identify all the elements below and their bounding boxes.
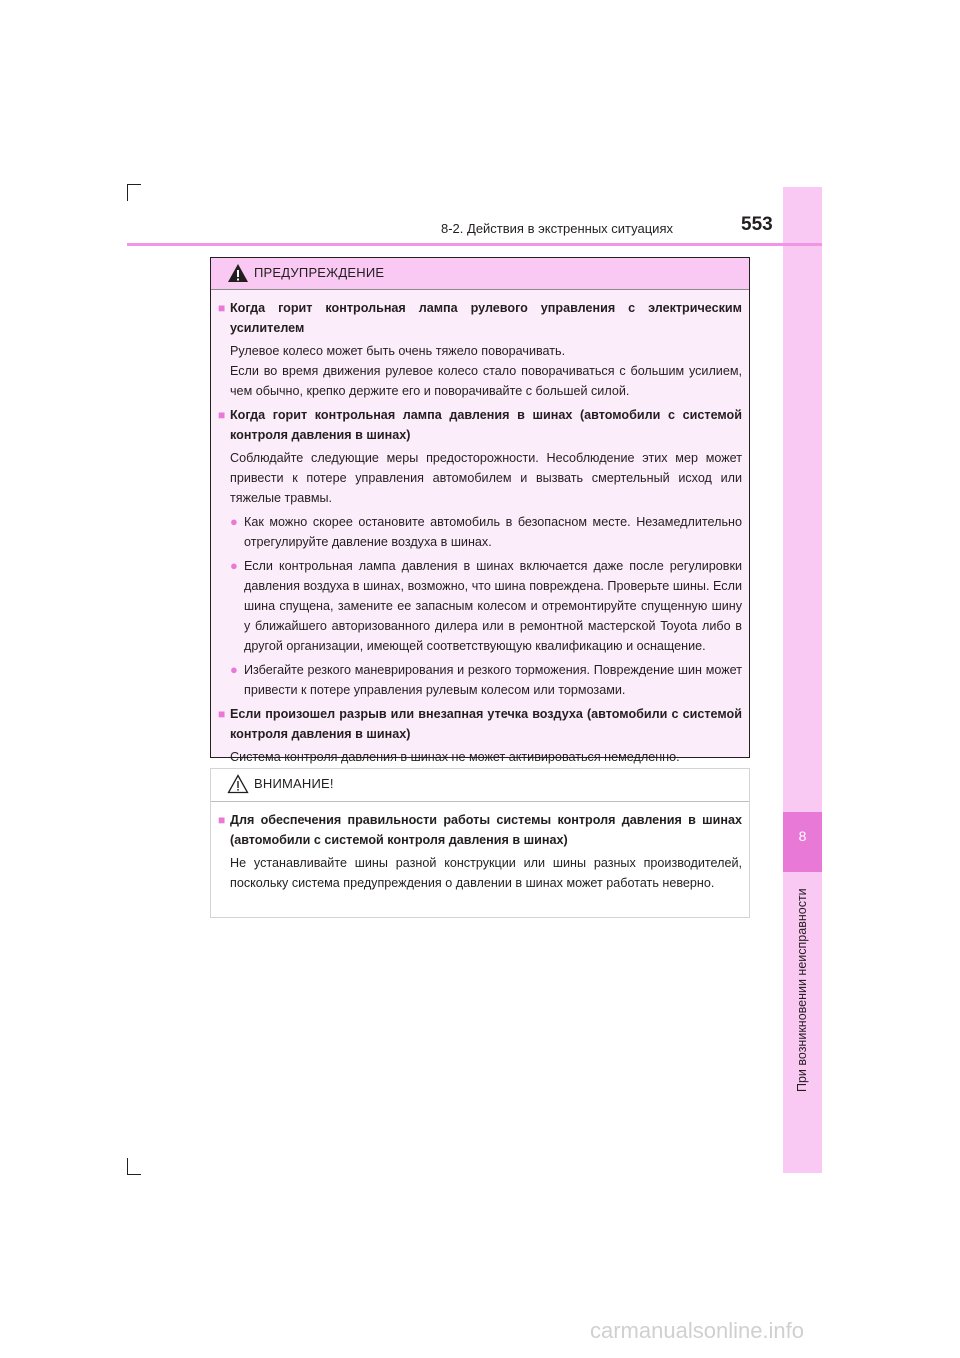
list-item-text: Избегайте резкого маневрирования и резкого торможения. Повреждение шин может привести к потере управления рулевым колесом или тормозами. <box>244 663 742 697</box>
warning-box <box>210 257 750 764</box>
caution-box <box>210 768 750 918</box>
paragraph: Не устанавливайте шины разной конструкции или шины разных производителей, поскольку система предупреждения о давлении в шинах может работать неверно. <box>230 856 742 890</box>
warning-title: ПРЕДУПРЕЖДЕНИЕ <box>254 265 385 280</box>
list-item-text: Как можно скорее остановите автомобиль в безопасном месте. Незамедлительно отрегулируйте давление воздуха в шинах. <box>244 515 742 549</box>
chapter-number: 8 <box>798 828 807 844</box>
dot-bullet-icon: ● <box>230 662 238 677</box>
crop-mark <box>127 1158 128 1175</box>
list-item <box>230 512 742 552</box>
paragraph: Система контроля давления в шинах не может активироваться немедленно. <box>230 750 680 764</box>
warning-body <box>211 290 749 767</box>
crop-mark <box>127 184 141 185</box>
paragraph: Соблюдайте следующие меры предосторожности. Несоблюдение этих мер может привести к потере управления автомобилем и вызвать смертельный исход или тяжелые травмы. <box>230 451 742 505</box>
paragraph-line: Рулевое колесо может быть очень тяжело поворачивать. <box>230 344 566 358</box>
section-heading: Для обеспечения правильности работы системы контроля давления в шинах (автомобили с системой контроля давления в шинах) <box>230 813 742 847</box>
paragraph-line: Если во время движения рулевое колесо стало поворачиваться с большим усилием, чем обычно, крепко держите его и поворачивайте с большей силой. <box>230 364 742 398</box>
warning-header <box>211 258 749 290</box>
warning-section <box>218 704 742 744</box>
warning-triangle-icon <box>227 263 249 283</box>
caution-triangle-icon <box>227 774 249 794</box>
section-heading: Если произошел разрыв или внезапная утечка воздуха (автомобили с системой контроля давления в шинах) <box>230 707 742 741</box>
caution-header <box>211 769 749 802</box>
dot-bullet-icon: ● <box>230 558 238 573</box>
section-heading: Когда горит контрольная лампа давления в шинах (автомобили с системой контроля давления в шинах) <box>230 408 742 442</box>
list-item <box>230 556 742 656</box>
crop-mark <box>127 1174 141 1175</box>
caution-body <box>211 802 749 893</box>
section-heading: Когда горит контрольная лампа рулевого управления с электрическим усилителем <box>230 301 742 335</box>
caution-section <box>218 810 742 850</box>
square-bullet-icon: ■ <box>218 813 226 827</box>
square-bullet-icon: ■ <box>218 707 226 721</box>
header-rule <box>127 243 822 246</box>
list-item <box>230 660 742 700</box>
square-bullet-icon: ■ <box>218 301 226 315</box>
warning-section <box>218 298 742 338</box>
chapter-title: При возникновении неисправности <box>795 888 809 1092</box>
watermark: carmanualsonline.info <box>590 1318 805 1343</box>
paragraph <box>230 341 742 401</box>
square-bullet-icon: ■ <box>218 408 226 422</box>
page-number: 553 <box>741 214 773 235</box>
section-title: 8-2. Действия в экстренных ситуациях <box>441 221 673 236</box>
list-item-text: Если контрольная лампа давления в шинах включается даже после регулировки давления воздуха в шинах, возможно, что шина повреждена. Проверьте шины. Если шина спущена, замените ее запасным колесом и отремонтируйте спущенную шину у ближайшего авторизованного дилера или в ремонтной мастерской Toyota либо в другой организации, имеющей соответствующую квалификацию и оснащение. <box>244 559 742 653</box>
caution-title: ВНИМАНИЕ! <box>254 776 334 791</box>
dot-bullet-icon: ● <box>230 514 238 529</box>
warning-section <box>218 405 742 445</box>
crop-mark <box>127 184 128 201</box>
